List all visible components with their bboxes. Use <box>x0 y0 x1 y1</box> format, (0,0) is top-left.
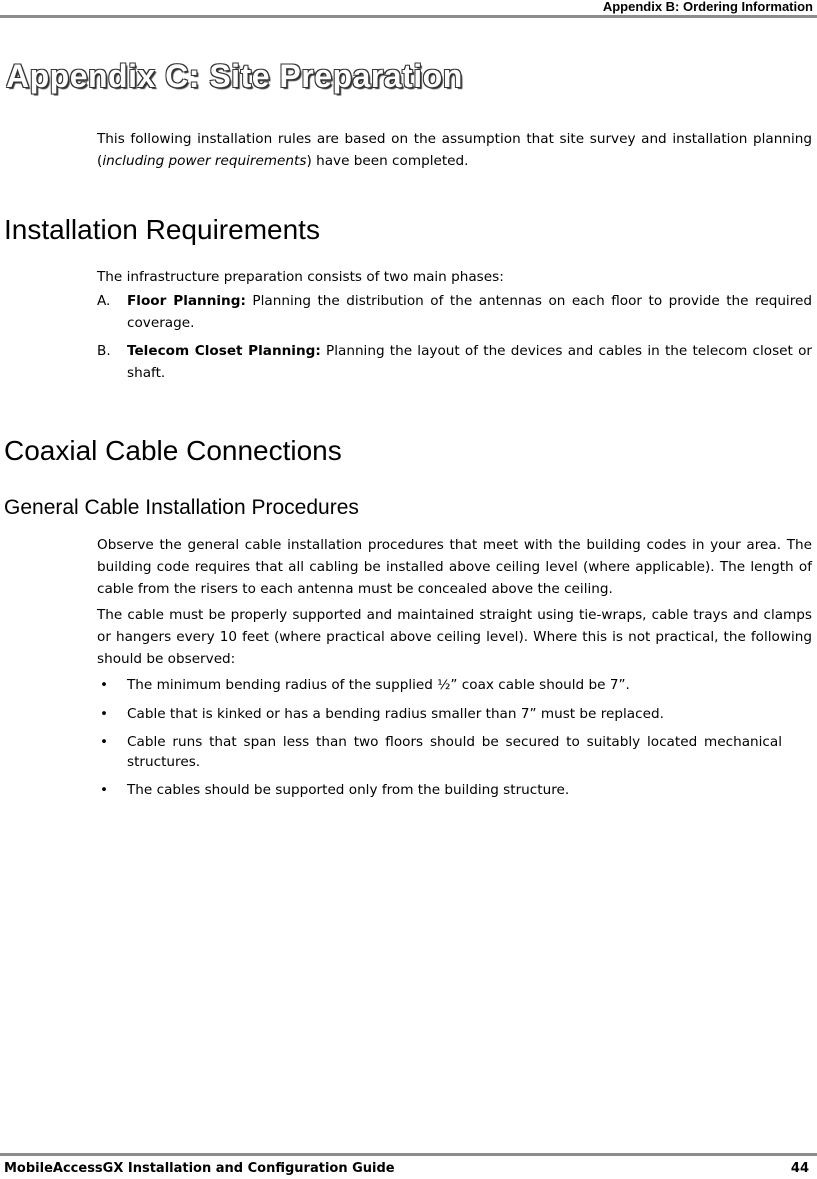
bullet-text: Cable that is kinked or has a bending radius smaller than 7” must be replaced. <box>127 706 664 722</box>
phase-a <box>97 290 812 334</box>
list-item <box>97 732 812 772</box>
installation-heading: Installation Requirements <box>4 214 320 245</box>
bullet-text: Cable runs that span less than two floors should be secured to suitably located mechanical structures. <box>127 734 782 770</box>
coax-paragraph-1: Observe the general cable installation procedures that meet with the building codes in your area. The building code requires that all cabling be installed above ceiling level (where applicable). The length of cable from the risers to each antenna must be concealed above the ceiling. <box>97 537 812 597</box>
chapter-title: Appendix C: Site Preparation <box>6 58 463 94</box>
bullet-icon: • <box>100 706 109 722</box>
phase-a-text: Planning the distribution of the antennas on each floor to provide the required coverage. <box>127 293 812 331</box>
bullet-icon: • <box>100 677 109 693</box>
intro-paragraph <box>97 128 812 172</box>
phase-b-label: Telecom Closet Planning: <box>127 343 321 359</box>
intro-text-end: ) have been completed. <box>306 153 469 169</box>
footer-guide-title: MobileAccessGX Installation and Configuration Guide <box>4 1161 395 1176</box>
coax-subheading: General Cable Installation Procedures <box>4 496 359 519</box>
coax-paragraph-2: The cable must be properly supported and maintained straight using tie-wraps, cable trays and clamps or hangers every 10 feet (where practical above ceiling level). Where this is not practical, the following should be observed: <box>97 607 812 667</box>
bullet-icon: • <box>100 782 109 798</box>
phase-b-text: Planning the layout of the devices and cables in the telecom closet or shaft. <box>127 343 812 381</box>
bullet-text: The cables should be supported only from the building structure. <box>127 782 570 798</box>
list-item <box>97 674 812 696</box>
installation-block <box>97 266 812 384</box>
coax-heading: Coaxial Cable Connections <box>4 435 342 466</box>
phase-a-label: Floor Planning: <box>127 293 246 309</box>
coax-bullet-list <box>97 674 812 801</box>
intro-italic: including power requirements <box>102 153 307 169</box>
phase-b <box>97 340 812 384</box>
running-footer <box>4 1161 809 1176</box>
list-item <box>97 779 812 801</box>
bullet-icon: • <box>100 734 109 750</box>
footer-rule <box>0 1153 817 1156</box>
phase-b-marker: B. <box>97 343 111 359</box>
intro-block <box>97 128 812 172</box>
intro-text: This following installation rules are based on the assumption that site survey and installation planning ( <box>97 131 812 169</box>
bullet-text: The minimum bending radius of the supplied ½” coax cable should be 7”. <box>127 677 630 693</box>
installation-lead: The infrastructure preparation consists of two main phases: <box>97 269 504 285</box>
page-number: 44 <box>790 1161 809 1176</box>
header-rule <box>0 15 817 18</box>
list-item <box>97 703 812 725</box>
coax-block <box>97 534 812 808</box>
phase-a-marker: A. <box>97 293 111 309</box>
running-header: Appendix B: Ordering Information <box>602 0 813 14</box>
